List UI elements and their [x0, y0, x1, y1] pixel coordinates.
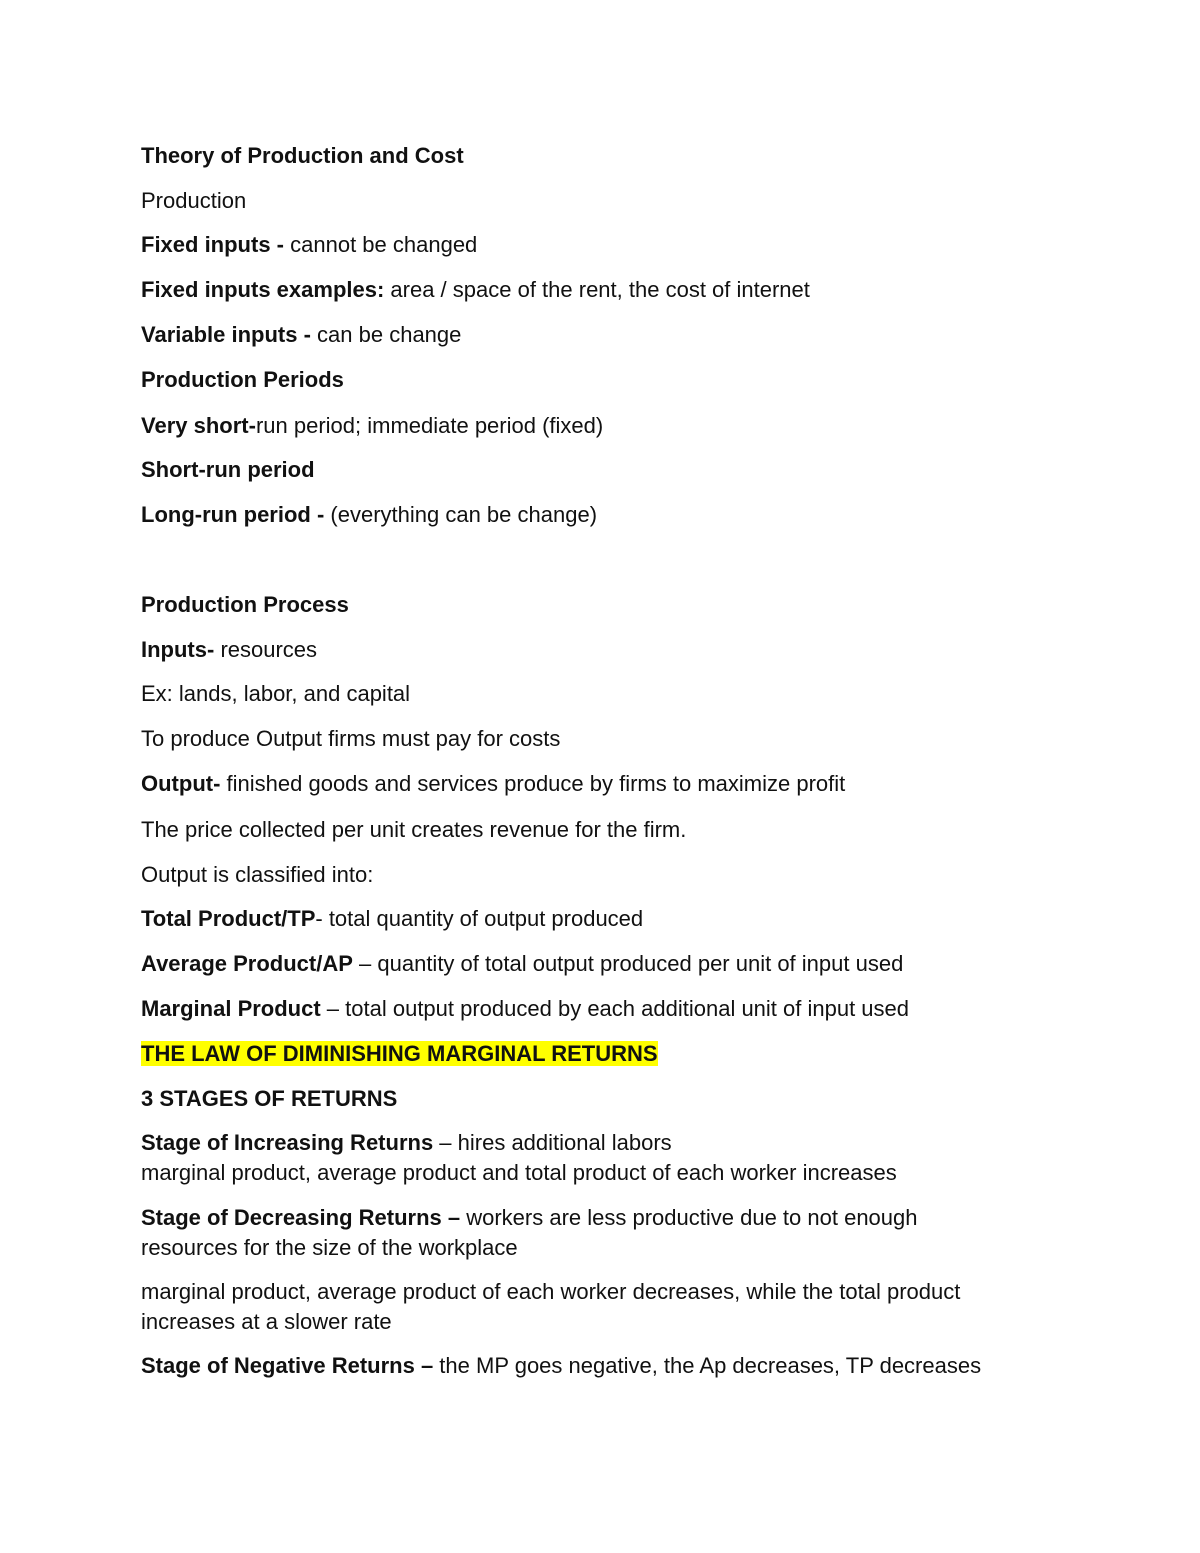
price-collected-line: The price collected per unit creates revenue for the firm. [141, 817, 687, 842]
average-product-def: – quantity of total output produced per unit of input used [352, 951, 904, 976]
marginal-product-def: – total output produced by each additional unit of input used [320, 996, 910, 1021]
stage-negative-term: Stage of Negative Returns – [141, 1353, 434, 1378]
short-run-line: Short-run period [141, 457, 315, 482]
marginal-product-term: Marginal Product [141, 996, 321, 1021]
fixed-inputs-examples-term: Fixed inputs examples: [141, 277, 391, 302]
output-def: finished goods and services produce by firms to maximize profit [226, 771, 846, 796]
output-line [141, 771, 845, 797]
very-short-run-def: run period; immediate period (fixed) [255, 413, 604, 438]
very-short-run-line [141, 413, 603, 439]
inputs-line [141, 637, 317, 663]
fixed-inputs-examples-def: area / space of the rent, the cost of internet [390, 277, 810, 302]
fixed-inputs-term: Fixed inputs - [141, 232, 291, 257]
production-label: Production [141, 188, 247, 213]
fixed-inputs-examples-line [141, 277, 810, 303]
fixed-inputs-line [141, 232, 477, 258]
output-classified-line: Output is classified into: [141, 862, 374, 887]
stage-increasing-def: – hires additional labors [433, 1130, 672, 1155]
stage-negative-def: the MP goes negative, the Ap decreases, TP decreases [433, 1353, 982, 1378]
stage-decreasing-def: workers are less productive due to not enough [460, 1205, 918, 1230]
stage-increasing-line2: marginal product, average product and total product of each worker increases [141, 1160, 897, 1185]
inputs-term: Inputs- [141, 637, 221, 662]
stage-decreasing-term: Stage of Decreasing Returns – [141, 1205, 461, 1230]
total-product-term: Total Product/TP [141, 906, 316, 931]
long-run-line [141, 502, 597, 528]
to-produce-line: To produce Output firms must pay for costs [141, 726, 561, 751]
total-product-line [141, 906, 643, 932]
law-heading: THE LAW OF DIMINISHING MARGINAL RETURNS [141, 1041, 658, 1066]
law-heading-line [141, 1041, 658, 1067]
stage-increasing-term: Stage of Increasing Returns [141, 1130, 434, 1155]
stage-decreasing-para2-line1: marginal product, average product of each worker decreases, while the total product [141, 1279, 961, 1304]
stage-decreasing-para2-line2: increases at a slower rate [141, 1309, 392, 1334]
variable-inputs-def: can be change [317, 322, 462, 347]
document-title: Theory of Production and Cost [141, 143, 464, 168]
fixed-inputs-def: cannot be changed [290, 232, 478, 257]
average-product-term: Average Product/AP [141, 951, 353, 976]
long-run-term: Long-run period - [141, 502, 331, 527]
stage-negative-line [141, 1353, 981, 1379]
variable-inputs-line [141, 322, 461, 348]
stages-heading: 3 STAGES OF RETURNS [141, 1086, 398, 1111]
average-product-line [141, 951, 903, 977]
marginal-product-line [141, 996, 909, 1022]
stage-increasing-line [141, 1130, 672, 1156]
long-run-def: (everything can be change) [330, 502, 598, 527]
very-short-run-term: Very short- [141, 413, 256, 438]
production-process-heading: Production Process [141, 592, 349, 617]
inputs-def: resources [220, 637, 318, 662]
stage-decreasing-line [141, 1205, 918, 1231]
inputs-example-line: Ex: lands, labor, and capital [141, 681, 411, 706]
total-product-def: - total quantity of output produced [315, 906, 644, 931]
stage-decreasing-line2: resources for the size of the workplace [141, 1235, 518, 1260]
production-periods-heading: Production Periods [141, 367, 344, 392]
output-term: Output- [141, 771, 227, 796]
variable-inputs-term: Variable inputs - [141, 322, 318, 347]
